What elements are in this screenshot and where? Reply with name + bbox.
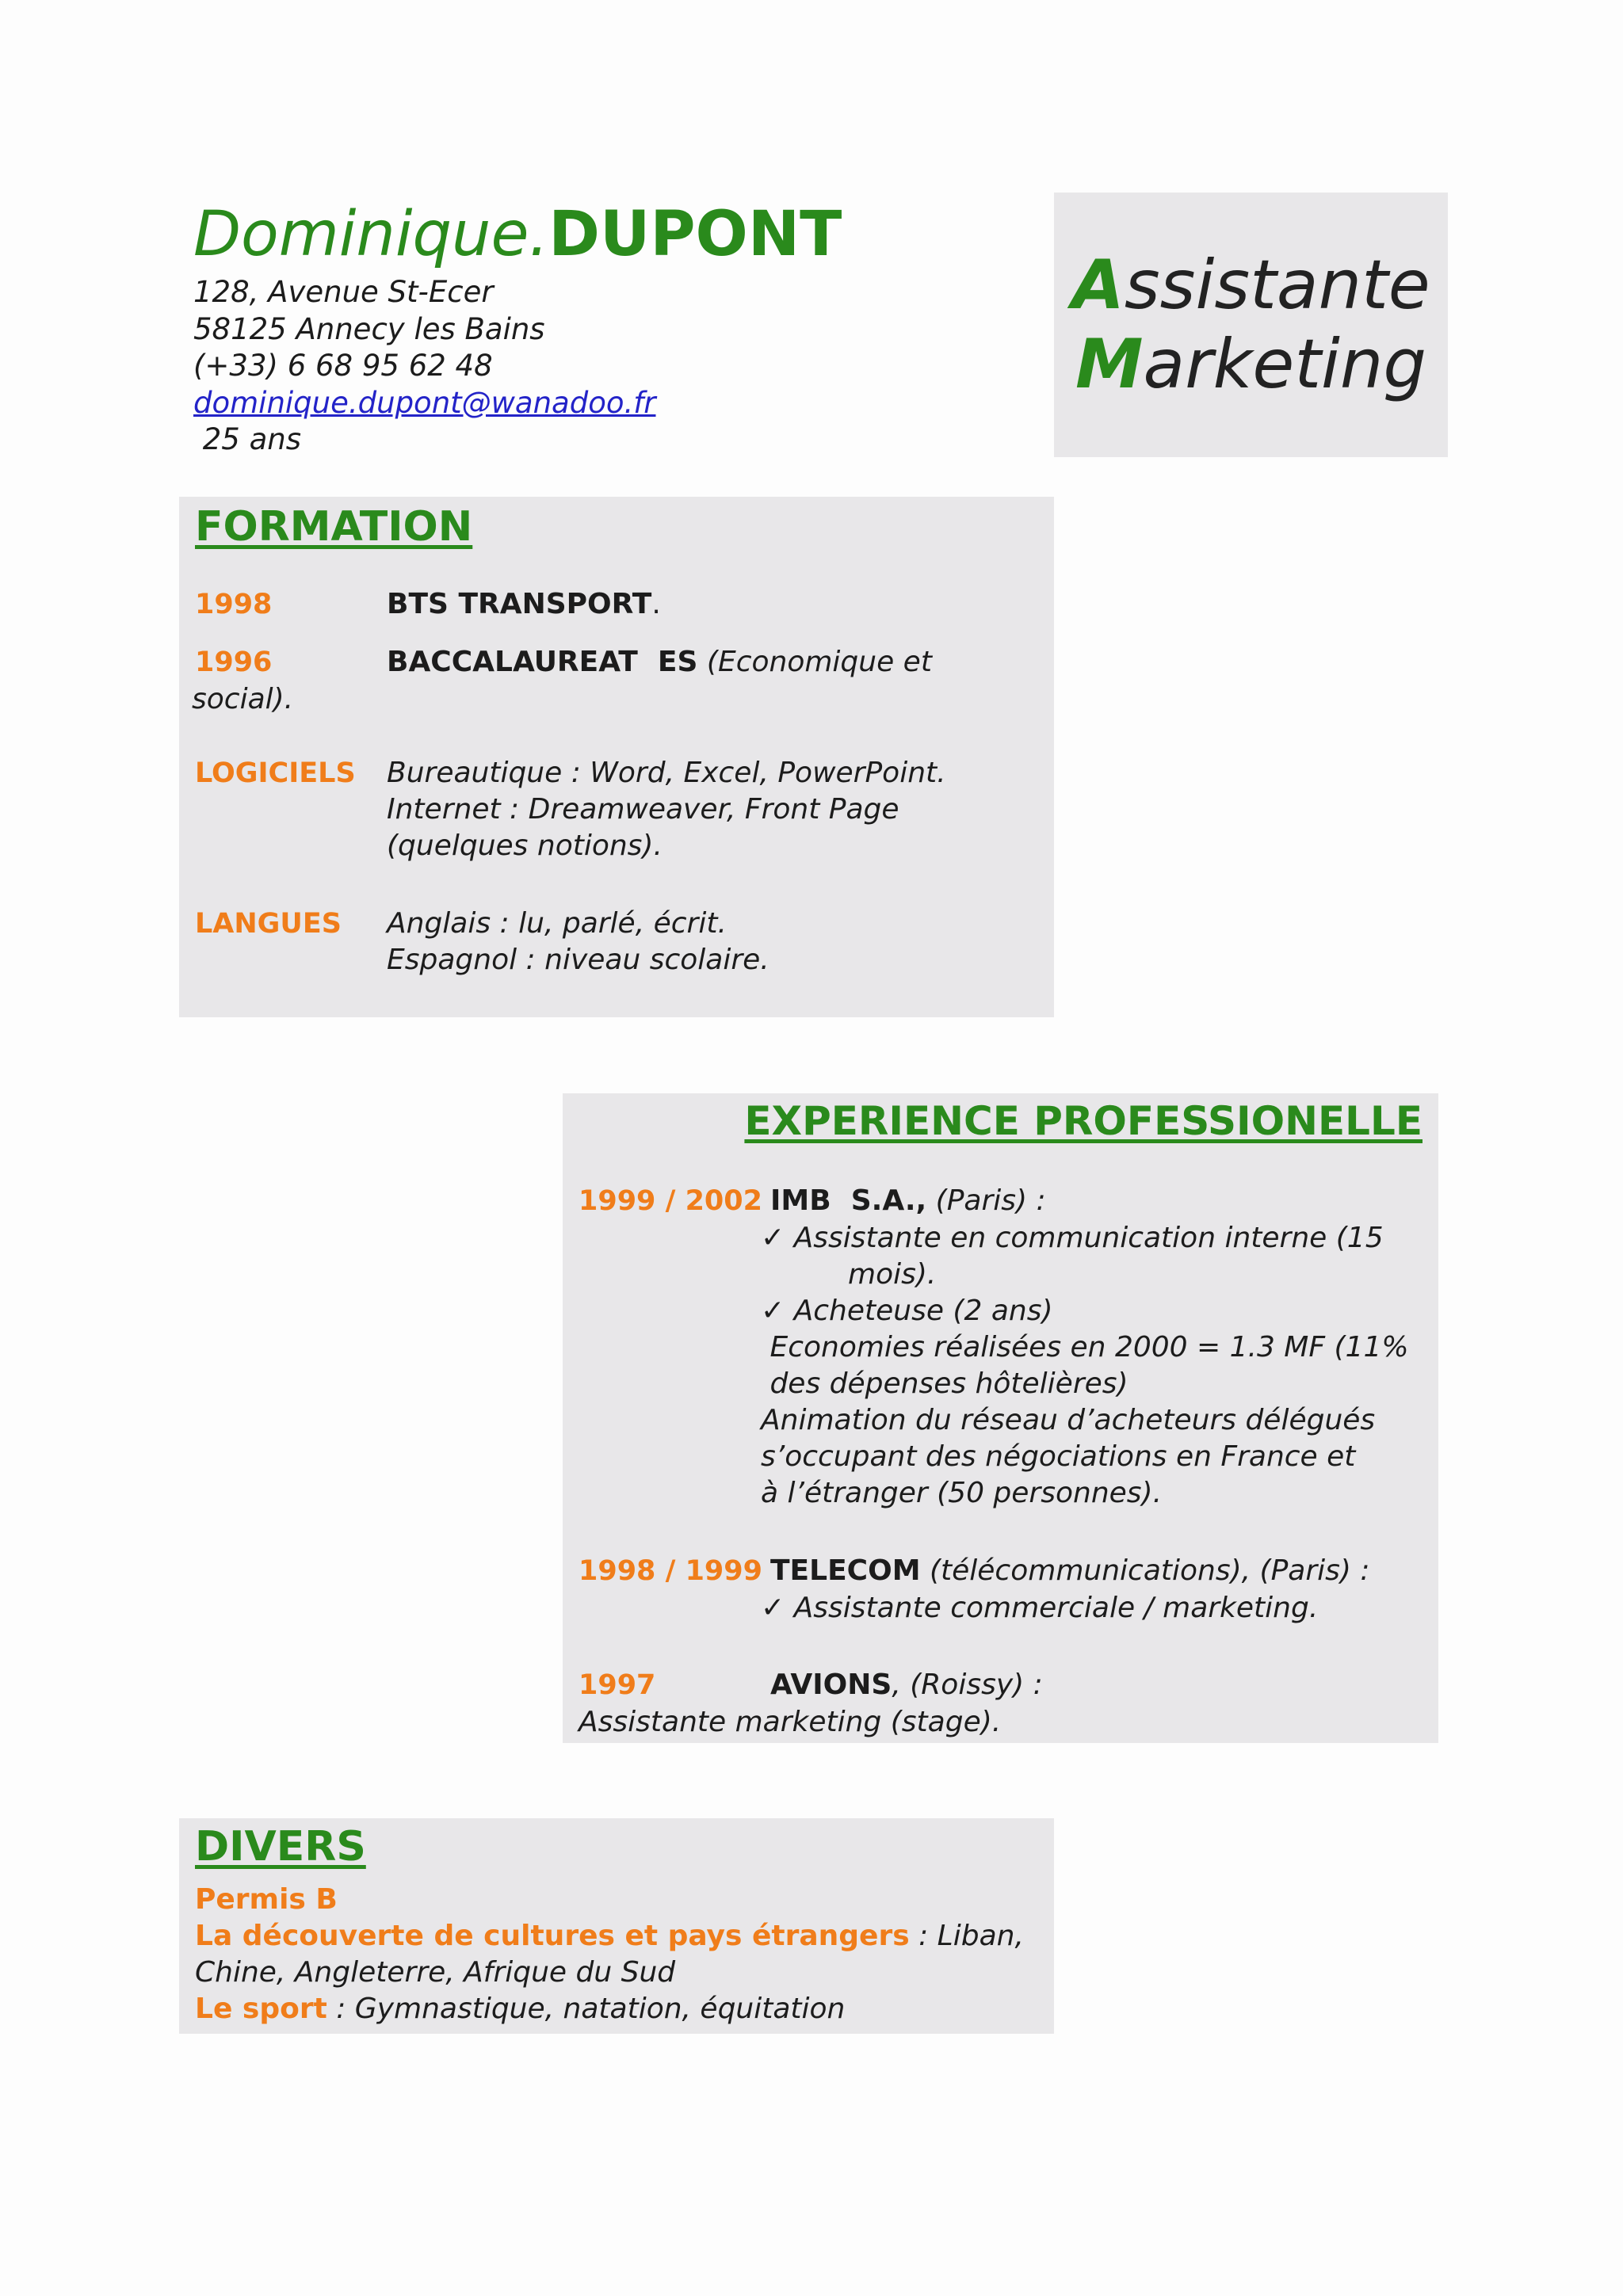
formation-section	[179, 497, 1054, 1017]
age: 25 ans	[193, 422, 302, 456]
job-title-line1: Assistante	[1071, 246, 1430, 325]
job-company-imb: IMB S.A., (Paris) :	[770, 1184, 1046, 1217]
divers-section	[179, 1818, 1054, 2034]
divers-permis: Permis B	[195, 1883, 338, 1916]
divers-travel: La découverte de cultures et pays étrangers : Liban,	[195, 1920, 1024, 1952]
email-link[interactable]: dominique.dupont@wanadoo.fr	[193, 385, 656, 420]
divers-travel-cont: Chine, Angleterre, Afrique du Sud	[195, 1956, 676, 1989]
candidate-name	[193, 196, 842, 273]
contact-block	[193, 274, 655, 459]
job-period-telecom: 1998 / 1999	[579, 1555, 762, 1587]
last-name: DUPONT	[548, 199, 842, 270]
formation-year-1998: 1998	[195, 589, 273, 620]
divers-heading: DIVERS	[195, 1823, 366, 1871]
first-name: Dominique.	[193, 199, 549, 270]
experience-section	[563, 1093, 1438, 1743]
job-period-avions: 1997	[579, 1669, 656, 1701]
job-period-imb: 1999 / 2002	[579, 1185, 762, 1217]
formation-entry-bac-cont: social).	[192, 683, 294, 715]
job-details-avions: Assistante marketing (stage).	[579, 1706, 1002, 1738]
languages-label: LANGUES	[195, 908, 342, 940]
job-company-telecom: TELECOM (télécommunications), (Paris) :	[770, 1554, 1370, 1587]
divers-sport: Le sport : Gymnastique, natation, équitation	[195, 1993, 846, 2025]
job-title-line2: Marketing	[1075, 325, 1427, 404]
software-label: LOGICIELS	[195, 757, 356, 789]
job-details-imb: ✓ Assistante en communication interne (15 mois). ✓ Acheteuse (2 ans) Economies réalisées en 2000 = 1.3 MF (11% des dépenses hôtelières) Animation du réseau d’acheteurs délégués s’occupant des négociations en France et à l’étranger (50 personnes).	[761, 1222, 1409, 1509]
job-title-box	[1054, 193, 1448, 457]
job-company-avions: AVIONS, (Roissy) :	[770, 1669, 1043, 1701]
formation-entry-bts: BTS TRANSPORT.	[387, 588, 661, 620]
languages-list: Anglais : lu, parlé, écrit. Espagnol : niveau scolaire.	[387, 907, 769, 976]
job-details-telecom: ✓ Assistante commerciale / marketing.	[761, 1592, 1319, 1624]
experience-heading: EXPERIENCE PROFESSIONELLE	[744, 1098, 1423, 1144]
phone: (+33) 6 68 95 62 48	[193, 349, 493, 383]
address-line2: 58125 Annecy les Bains	[193, 311, 545, 346]
software-list: Bureautique : Word, Excel, PowerPoint. Internet : Dreamweaver, Front Page (quelques notions).	[387, 757, 946, 862]
formation-heading: FORMATION	[195, 503, 473, 551]
formation-entry-bac: BACCALAUREAT ES (Economique et	[387, 646, 932, 678]
formation-year-1996: 1996	[195, 646, 273, 678]
address-line1: 128, Avenue St-Ecer	[193, 275, 494, 309]
